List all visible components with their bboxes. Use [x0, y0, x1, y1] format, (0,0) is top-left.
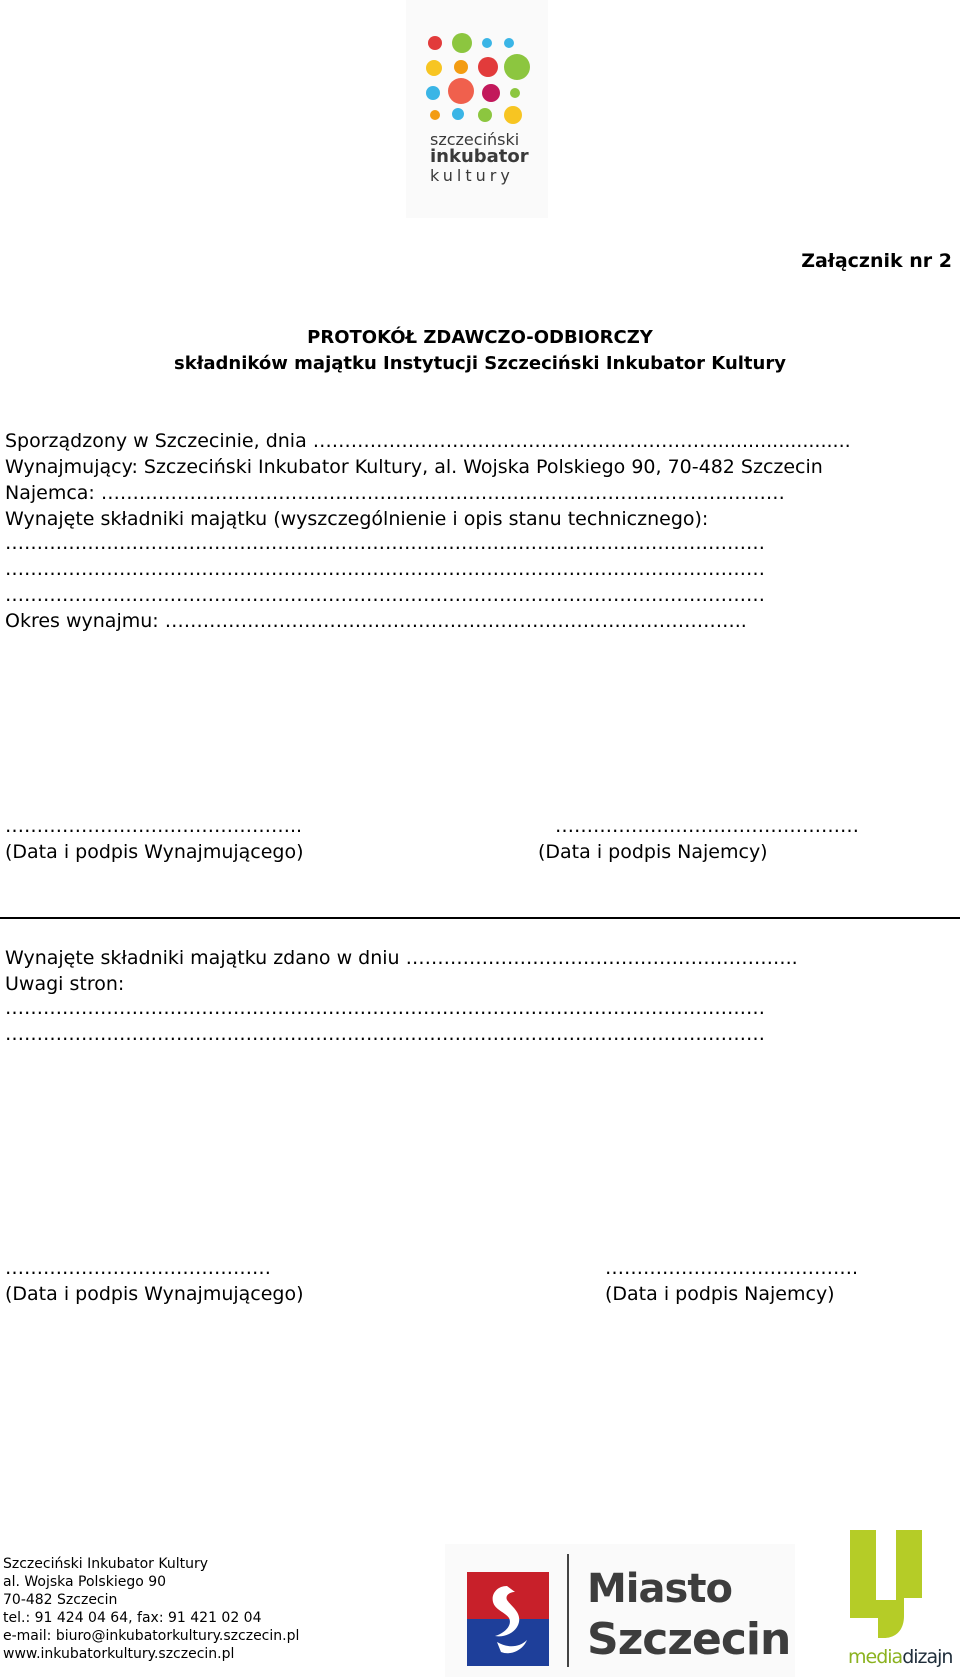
logo-dot [504, 38, 514, 48]
signature-tenant-dots: …………………………………. [605, 1257, 859, 1279]
logo-text-line2: inkubator [430, 146, 529, 167]
mediadizajn-word-media: media [848, 1646, 903, 1668]
signature-tenant-label: (Data i podpis Najemcy) [605, 1283, 835, 1305]
rented-assets-line: Wynajęte składniki majątku (wyszczególnienie i opis stanu technicznego): [5, 508, 709, 530]
logo-dot [452, 108, 464, 120]
signature-landlord-label: (Data i podpis Wynajmującego) [5, 841, 304, 863]
tenant-line: Najemca: ……………………………………………………………………………………………… [5, 482, 785, 504]
document-subtitle: składników majątku Instytucji Szczeciński Inkubator Kultury [174, 353, 786, 374]
footer-address: al. Wojska Polskiego 90 [3, 1574, 167, 1590]
logo-dot [478, 57, 498, 77]
footer-phone: tel.: 91 424 04 64, fax: 91 421 02 04 [3, 1610, 262, 1626]
signature-landlord-dots: …………………………………… [5, 1257, 271, 1279]
fill-line: ………………………………………………………………………………………………………… [5, 532, 765, 554]
fill-line: ………………………………………………………………………………………………………… [5, 558, 765, 580]
griffin-emblem-icon [467, 1572, 549, 1666]
szczecin-word: Szczecin [587, 1614, 791, 1665]
logo-dot [510, 88, 520, 98]
fill-line: ………………………………………………………………………………………………………… [5, 1023, 765, 1045]
fill-line: ………………………………………………………………………………………………………… [5, 997, 765, 1019]
signature-tenant-label: (Data i podpis Najemcy) [538, 841, 768, 863]
mediadizajn-word-dizajn: dizajn [902, 1646, 953, 1668]
remarks-label: Uwagi stron: [5, 973, 125, 995]
logo-dot [448, 78, 474, 104]
logo-dot [482, 84, 500, 102]
mediadizajn-mark-icon [850, 1530, 930, 1640]
miasto-szczecin-logo [445, 1544, 795, 1677]
mediadizajn-wordmark [848, 1646, 952, 1668]
landlord-line: Wynajmujący: Szczeciński Inkubator Kultury, al. Wojska Polskiego 90, 70-482 Szczecin [5, 456, 823, 478]
logo-dot [430, 110, 440, 120]
rental-period-line: Okres wynajmu: ……………………………………………………………………………….. [5, 610, 747, 632]
drafted-line: Sporządzony w Szczecinie, dnia ………………………………………………………....................... [5, 430, 851, 452]
logo-text-line3: kultury [430, 166, 514, 185]
logo-dot [504, 106, 522, 124]
signature-landlord-label: (Data i podpis Wynajmującego) [5, 1283, 304, 1305]
logo-dot [454, 60, 468, 74]
logo-dot [478, 108, 492, 122]
mediadizajn-logo [848, 1530, 960, 1677]
fill-line: ………………………………………………………………………………………………………… [5, 584, 765, 606]
logo-dot [426, 86, 440, 100]
miasto-word: Miasto [587, 1566, 732, 1612]
footer-city: 70-482 Szczecin [3, 1592, 118, 1608]
divider [0, 917, 960, 919]
returned-line: Wynajęte składniki majątku zdano w dniu …………………………………………………….. [5, 947, 798, 969]
footer-website: www.inkubatorkultury.szczecin.pl [3, 1646, 235, 1662]
logo-dot [504, 54, 530, 80]
logo-separator [567, 1554, 569, 1667]
signature-landlord-dots: ……………………………………….. [5, 815, 303, 837]
signature-tenant-dots: ………………………………………… [555, 815, 859, 837]
inkubator-kultury-logo [406, 0, 548, 218]
footer-org-name: Szczeciński Inkubator Kultury [3, 1556, 209, 1572]
attachment-label: Załącznik nr 2 [801, 250, 952, 272]
logo-dot [428, 36, 442, 50]
logo-dot [452, 33, 472, 53]
logo-dot [482, 38, 492, 48]
footer-email: e-mail: biuro@inkubatorkultury.szczecin.pl [3, 1628, 300, 1644]
logo-dot [426, 60, 442, 76]
logo-text-line1: szczeciński [430, 130, 520, 149]
document-title: PROTOKÓŁ ZDAWCZO-ODBIORCZY [307, 327, 653, 348]
